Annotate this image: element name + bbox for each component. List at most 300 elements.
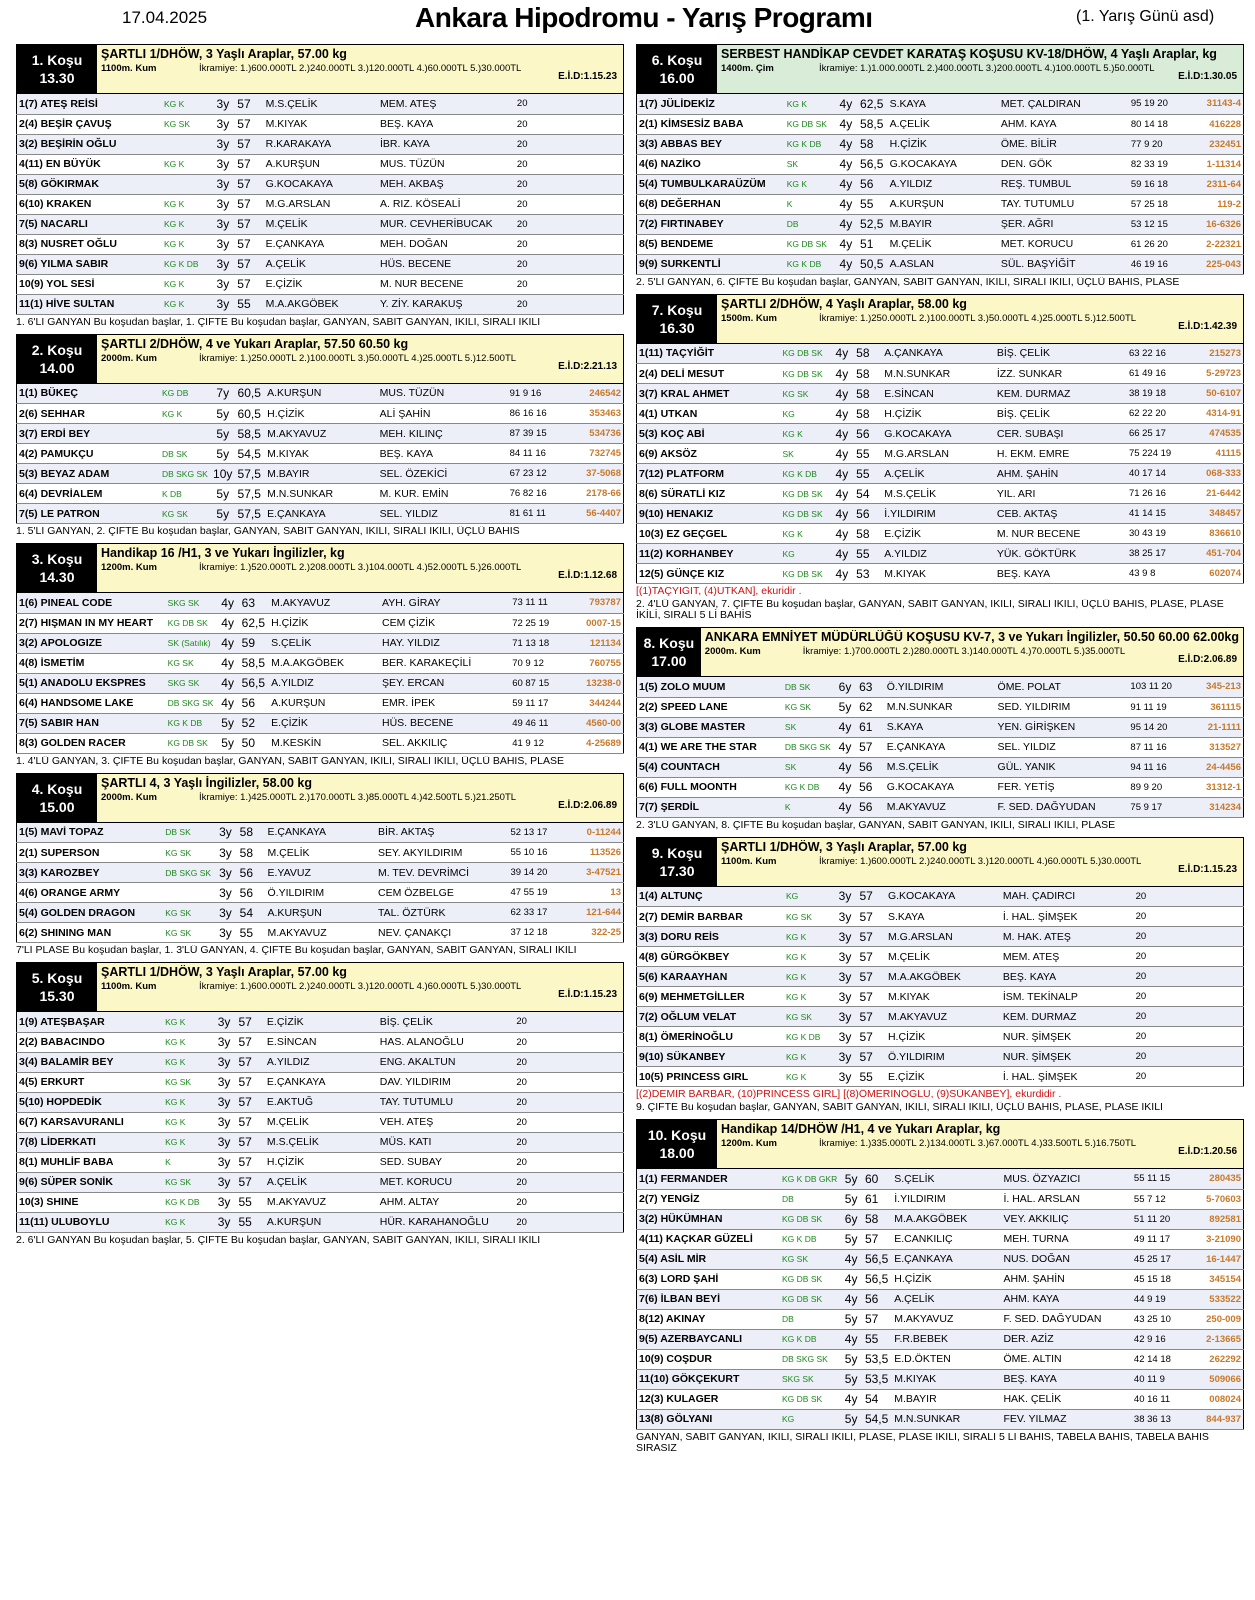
age: 4y — [833, 797, 857, 817]
jockey: M.ÇELİK — [888, 234, 999, 254]
table-row — [637, 1169, 1244, 1189]
race-time: 13.30 — [39, 70, 75, 86]
stats: 71 13 18 — [510, 633, 574, 653]
age: 3y — [211, 114, 236, 134]
form — [577, 1132, 623, 1152]
stats: 20 — [1134, 927, 1197, 947]
stats: 20 — [514, 1152, 577, 1172]
equipment: KG K DB — [783, 777, 833, 797]
table-row — [17, 693, 624, 713]
weight: 57 — [857, 1027, 886, 1047]
horse-name: 6(10) KRAKEN — [17, 194, 163, 214]
jockey: A.KURŞUN — [265, 384, 378, 404]
equipment: KG DB SK — [780, 1209, 839, 1229]
table-row — [17, 384, 624, 404]
race-title: ŞARTLI 4, 3 Yaşlı İngilizler, 58.00 kg — [101, 775, 312, 790]
table-row — [637, 194, 1244, 214]
race-number: 2. Koşu — [31, 341, 83, 358]
form — [1197, 1067, 1243, 1087]
stats: 53 12 15 — [1129, 214, 1194, 234]
jockey: M.AKYAVUZ — [886, 1007, 1001, 1027]
bet-note: 2. 5'Lİ GANYAN, 6. ÇİFTE Bu koşudan başlar, GANYAN, SABİT GANYAN, İKİLİ, SIRALI İKİLİ, ÜÇLÜ BAHİS, PLASE — [636, 276, 1180, 288]
owner: AHM. ALTAY — [378, 1192, 515, 1212]
table-row — [637, 1067, 1244, 1087]
bet-note: 9. ÇİFTE Bu koşudan başlar, GANYAN, SABİT GANYAN, İKİLİ, SIRALI İKİLİ, ÜÇLÜ BAHİS, PLASE, PLASE İKİLİ — [636, 1102, 1163, 1113]
age: 4y — [830, 444, 855, 464]
weight: 56 — [857, 757, 885, 777]
table-row — [17, 843, 624, 863]
table-row — [17, 653, 624, 673]
form: 1-11314 — [1194, 154, 1244, 174]
table-row — [17, 733, 624, 753]
horse-name: 6(8) DEĞERHAN — [637, 194, 785, 214]
table-row — [17, 1152, 624, 1172]
stats: 70 9 12 — [510, 653, 574, 673]
table-row — [17, 883, 624, 903]
age: 3y — [833, 887, 858, 907]
stats: 59 11 17 — [510, 693, 574, 713]
owner: HAS. ALANOĞLU — [378, 1032, 515, 1052]
jockey: E.ÇİZİK — [886, 1067, 1001, 1087]
jockey: E.CANKILIÇ — [892, 1229, 1001, 1249]
table-row — [637, 697, 1244, 717]
owner: AHM. ŞAHİN — [995, 464, 1127, 484]
form: 451-704 — [1193, 544, 1243, 564]
runners-table — [16, 593, 624, 754]
age: 3y — [211, 174, 236, 194]
form: 37-5068 — [573, 464, 623, 484]
bet-note: GANYAN, SABİT GANYAN, İKİLİ, SIRALI İKİLİ, PLASE, PLASE İKİLİ, SIRALI 5 Lİ BAHİS, TABELA BAHİS, TABELA BAHİS SIRASIZ — [636, 1431, 1209, 1454]
owner: TAY. TUTUMLU — [378, 1092, 515, 1112]
race-block — [16, 543, 624, 767]
table-row — [637, 424, 1244, 444]
jockey: A.ASLAN — [888, 254, 999, 274]
jockey: İ.YILDIRIM — [882, 504, 995, 524]
form: 361115 — [1194, 697, 1244, 717]
race-subline — [721, 63, 1239, 74]
horse-name: 7(5) SABIR HAN — [17, 713, 166, 733]
horse-name: 3(7) KRAL AHMET — [637, 384, 781, 404]
horse-name: 7(2) OĞLUM VELAT — [637, 1007, 784, 1027]
owner: İBR. KAYA — [378, 134, 515, 154]
form: 534736 — [573, 424, 623, 444]
table-row — [637, 134, 1244, 154]
equipment: KG K — [163, 1212, 212, 1232]
jockey: H.ÇİZİK — [265, 1152, 378, 1172]
ekuri-note: [(1)TAÇYİĞİT, (4)UTKAN], ekuridir . — [636, 586, 802, 597]
horse-name: 5(4) COUNTACH — [637, 757, 783, 777]
equipment: KG SK — [783, 697, 833, 717]
equipment: KG DB — [160, 384, 210, 404]
form — [1197, 907, 1243, 927]
owner: NEV. ÇANAKÇI — [376, 923, 508, 943]
owner: TAY. TUTUMLU — [999, 194, 1129, 214]
equipment: KG K — [163, 1052, 212, 1072]
age: 4y — [830, 404, 855, 424]
race-time: 14.00 — [39, 359, 75, 376]
horse-name: 5(3) BEYAZ ADAM — [17, 464, 160, 484]
jockey: E.ÇANKAYA — [264, 234, 378, 254]
race-distance: 1200m. Kum — [721, 1138, 777, 1149]
owner: CER. SUBAŞI — [995, 424, 1127, 444]
table-row — [637, 94, 1244, 114]
jockey: E.ÇİZİK — [882, 524, 995, 544]
owner: SEL. YILDIZ — [378, 504, 508, 524]
race-number-box — [17, 774, 97, 822]
race-header — [16, 773, 624, 823]
stats: 37 12 18 — [508, 923, 573, 943]
owner: BİŞ. ÇELİK — [995, 344, 1127, 364]
stats: 20 — [1134, 1007, 1197, 1027]
age: 3y — [211, 254, 236, 274]
equipment: K — [785, 194, 834, 214]
stats: 20 — [1134, 967, 1197, 987]
stats: 20 — [514, 1212, 577, 1232]
race-distance: 1100m. Kum — [101, 981, 157, 992]
equipment: SK — [783, 757, 833, 777]
equipment: DB SK — [163, 823, 213, 843]
equipment: KG K — [784, 947, 833, 967]
race-prize: İkramiye: 1.)600.000TL 2.)240.000TL 3.)120.000TL 4.)60.000TL 5.)30.000TL — [199, 981, 522, 992]
weight: 57 — [863, 1309, 892, 1329]
equipment: KG SK — [163, 843, 213, 863]
age: 4y — [216, 673, 240, 693]
table-row — [637, 797, 1244, 817]
table-row — [637, 464, 1244, 484]
jockey: E.ÇİZİK — [264, 274, 378, 294]
age: 5y — [839, 1229, 863, 1249]
weight: 56,5 — [858, 154, 888, 174]
jockey: G.KOCAKAYA — [886, 887, 1001, 907]
stats: 42 9 16 — [1132, 1329, 1195, 1349]
age: 3y — [211, 234, 236, 254]
table-row — [17, 1072, 624, 1092]
race-subline — [101, 63, 619, 74]
stats: 20 — [515, 274, 578, 294]
jockey: M.N.SUNKAR — [892, 1409, 1001, 1429]
horse-name: 7(7) ŞERDİL — [637, 797, 783, 817]
age: 4y — [839, 1329, 863, 1349]
horse-name: 2(1) KİMSESİZ BABA — [637, 114, 785, 134]
age: 4y — [830, 524, 855, 544]
equipment: KG SK — [163, 1172, 212, 1192]
form: 2178-66 — [573, 484, 623, 504]
bet-note: 1. 5'Lİ GANYAN, 2. ÇİFTE Bu koşudan başlar, GANYAN, SABİT GANYAN, İKİLİ, SIRALI İKİLİ, ÜÇLÜ BAHİS — [16, 526, 520, 537]
age: 5y — [839, 1409, 863, 1429]
bet-note: 2. 3'LÜ GANYAN, 8. ÇİFTE Bu koşudan başlar, GANYAN, SABİT GANYAN, İKİLİ, SIRALI İKİLİ, PLASE — [636, 819, 1116, 831]
horse-name: 8(5) BENDEME — [637, 234, 785, 254]
stats: 20 — [514, 1132, 577, 1152]
table-row — [637, 1309, 1244, 1329]
owner: SED. YILDIRIM — [996, 697, 1129, 717]
owner: Y. ZİY. KARAKUŞ — [378, 294, 515, 314]
stats: 61 49 16 — [1127, 364, 1193, 384]
race-distance: 2000m. Kum — [101, 352, 157, 364]
age: 4y — [834, 234, 858, 254]
owner: CEM ÇİZİK — [380, 613, 510, 633]
race-number-box — [17, 544, 97, 592]
horse-name: 3(7) ERDİ BEY — [17, 424, 160, 444]
race-block — [16, 334, 624, 538]
age: 4y — [216, 593, 240, 613]
stats: 38 36 13 — [1132, 1409, 1195, 1429]
equipment: SK — [783, 717, 833, 737]
stats: 45 25 17 — [1132, 1249, 1195, 1269]
jockey: Ö.YILDIRIM — [885, 677, 996, 697]
owner: A. RIZ. KÖSEALİ — [378, 194, 515, 214]
weight: 61 — [863, 1189, 892, 1209]
weight: 58,5 — [858, 114, 888, 134]
owner: MUS. ÖZYAZICI — [1001, 1169, 1131, 1189]
equipment: KG K — [784, 927, 833, 947]
age: 4y — [833, 717, 857, 737]
race-prize: İkramiye: 1.)520.000TL 2.)208.000TL 3.)104.000TL 4.)52.000TL 5.)26.000TL — [199, 562, 522, 573]
equipment: KG K — [162, 294, 210, 314]
stats: 49 11 17 — [1132, 1229, 1195, 1249]
weight: 55 — [237, 1192, 265, 1212]
age: 7y — [210, 384, 236, 404]
owner: REŞ. TUMBUL — [999, 174, 1129, 194]
owner: MET. ÇALDIRAN — [999, 94, 1129, 114]
equipment — [160, 424, 210, 444]
owner: M. NUR BECENE — [995, 524, 1127, 544]
table-row — [637, 444, 1244, 464]
stats: 20 — [515, 234, 578, 254]
race-number: 3. Koşu — [31, 551, 83, 567]
table-row — [17, 1112, 624, 1132]
bet-note: 7'Lİ PLASE Bu koşudan başlar, 1. 3'LÜ GANYAN, 4. ÇİFTE Bu koşudan başlar, GANYAN, SABİT GANYAN, SIRALI İKİLİ — [16, 945, 577, 956]
stats: 46 19 16 — [1129, 254, 1194, 274]
jockey: M.AKYAVUZ — [266, 923, 376, 943]
owner: KEM. DURMAZ — [995, 384, 1127, 404]
stats: 40 16 11 — [1132, 1389, 1195, 1409]
weight: 56,5 — [863, 1249, 892, 1269]
form: 225-043 — [1194, 254, 1244, 274]
equipment: KG K — [162, 234, 210, 254]
stats: 66 25 17 — [1127, 424, 1193, 444]
race-title: SERBEST HANDİKAP CEVDET KARATAŞ KOŞUSU KV-18/DHÖW, 4 Yaşlı Araplar, kg — [721, 47, 1217, 61]
equipment: DB — [780, 1309, 839, 1329]
stats: 20 — [1134, 987, 1197, 1007]
race-number: 7. Koşu — [651, 301, 703, 318]
stats: 20 — [515, 294, 578, 314]
race-header — [636, 294, 1244, 344]
weight: 57 — [235, 194, 263, 214]
stats: 55 11 15 — [1132, 1169, 1195, 1189]
equipment: KG K — [162, 214, 210, 234]
jockey: M.A.AKGÖBEK — [886, 967, 1001, 987]
race-subline — [101, 981, 619, 992]
table-row — [17, 1192, 624, 1212]
weight: 60,5 — [236, 404, 266, 424]
jockey: M.KIYAK — [892, 1369, 1001, 1389]
stats: 20 — [514, 1172, 577, 1192]
form: 008024 — [1195, 1389, 1244, 1409]
horse-name: 5(4) GOLDEN DRAGON — [17, 903, 164, 923]
race-time: 18.00 — [659, 1145, 695, 1161]
horse-name: 4(11) EN BÜYÜK — [17, 154, 163, 174]
form: 068-333 — [1193, 464, 1243, 484]
age: 4y — [830, 364, 855, 384]
stats: 57 25 18 — [1129, 194, 1194, 214]
weight: 58 — [854, 384, 882, 404]
stats: 40 11 9 — [1132, 1369, 1195, 1389]
owner: CEM ÖZBELGE — [376, 883, 508, 903]
table-row — [17, 174, 624, 194]
weight: 57 — [857, 947, 886, 967]
owner: TAL. ÖZTÜRK — [376, 903, 508, 923]
age: 3y — [213, 923, 237, 943]
form — [577, 1112, 623, 1132]
horse-name: 11(10) GÖKÇEKURT — [637, 1369, 781, 1389]
weight: 57 — [235, 234, 263, 254]
horse-name: 4(2) PAMUKÇU — [17, 444, 160, 464]
jockey: M.N.SUNKAR — [265, 484, 378, 504]
horse-name: 1(5) ZOLO MUUM — [637, 677, 783, 697]
weight: 55 — [857, 1067, 886, 1087]
horse-name: 8(3) GOLDEN RACER — [17, 733, 166, 753]
equipment: K — [163, 1152, 212, 1172]
race-distance: 2000m. Kum — [101, 791, 157, 803]
weight: 57 — [237, 1052, 265, 1072]
owner: NUR. ŞİMŞEK — [1001, 1027, 1134, 1047]
weight: 57 — [857, 927, 886, 947]
race-header — [636, 44, 1244, 94]
race-time: 17.00 — [651, 653, 687, 669]
equipment: KG K DB GKR — [780, 1169, 839, 1189]
owner: ŞEY. ERCAN — [380, 673, 510, 693]
jockey: S.ÇELİK — [269, 633, 380, 653]
form — [578, 274, 624, 294]
horse-name: 4(1) UTKAN — [637, 404, 781, 424]
owner: İSM. TEKİNALP — [1001, 987, 1134, 1007]
weight: 56,5 — [863, 1269, 892, 1289]
equipment: KG K DB — [166, 713, 216, 733]
stats: 94 11 16 — [1128, 757, 1193, 777]
jockey: M.G.ARSLAN — [264, 194, 378, 214]
horse-name: 7(2) FIRTINABEY — [637, 214, 785, 234]
horse-name: 2(4) BEŞİR ÇAVUŞ — [17, 114, 163, 134]
weight: 57 — [237, 1012, 265, 1032]
table-row — [637, 344, 1244, 364]
form: 4560-00 — [574, 713, 623, 733]
race-header — [636, 627, 1244, 677]
form: 250-009 — [1195, 1309, 1244, 1329]
equipment: KG — [780, 1409, 839, 1429]
horse-name: 2(7) DEMİR BARBAR — [637, 907, 784, 927]
age: 3y — [212, 1112, 237, 1132]
jockey: M.S.ÇELİK — [265, 1132, 378, 1152]
weight: 57 — [235, 94, 263, 114]
horse-name: 7(12) PLATFORM — [637, 464, 781, 484]
left-column — [16, 44, 624, 1252]
age: 3y — [833, 1067, 858, 1087]
stats: 77 9 20 — [1129, 134, 1194, 154]
stats: 55 10 16 — [508, 843, 573, 863]
form: 24-4456 — [1194, 757, 1244, 777]
jockey: M.KIYAK — [265, 444, 378, 464]
stats: 91 9 16 — [508, 384, 574, 404]
weight: 57 — [235, 214, 263, 234]
stats: 20 — [515, 114, 578, 134]
weight: 58,5 — [240, 653, 269, 673]
age: 4y — [839, 1289, 863, 1309]
equipment: DB SKG SK — [783, 737, 833, 757]
form — [577, 1072, 623, 1092]
owner: SÜL. BAŞYİĞİT — [999, 254, 1129, 274]
horse-name: 6(9) MEHMETGİLLER — [637, 987, 784, 1007]
stats: 43 25 10 — [1132, 1309, 1195, 1329]
form — [1197, 887, 1243, 907]
race-info — [97, 335, 623, 383]
weight: 56 — [857, 777, 885, 797]
weight: 56 — [240, 693, 269, 713]
form: 2-13665 — [1195, 1329, 1244, 1349]
form: 13238-0 — [574, 673, 623, 693]
horse-name: 6(4) HANDSOME LAKE — [17, 693, 166, 713]
jockey: E.ÇANKAYA — [892, 1249, 1001, 1269]
horse-name: 4(5) ERKURT — [17, 1072, 164, 1092]
owner: VEH. ATEŞ — [378, 1112, 515, 1132]
owner: MÜS. KATI — [378, 1132, 515, 1152]
jockey: A.ÇANKAYA — [882, 344, 995, 364]
horse-name: 8(1) ÖMERİNOĞLU — [637, 1027, 784, 1047]
form: 232451 — [1194, 134, 1244, 154]
weight: 56,5 — [240, 673, 269, 693]
horse-name: 3(3) ABBAS BEY — [637, 134, 785, 154]
table-row — [637, 214, 1244, 234]
form — [578, 154, 624, 174]
table-row — [637, 114, 1244, 134]
horse-name: 4(1) WE ARE THE STAR — [637, 737, 783, 757]
weight: 58 — [854, 404, 882, 424]
form: 3-47521 — [574, 863, 624, 883]
age: 4y — [839, 1269, 863, 1289]
table-row — [17, 94, 624, 114]
equipment: KG DB SK — [785, 234, 834, 254]
race-block — [636, 294, 1244, 622]
weight: 58 — [854, 364, 882, 384]
race-time: 16.00 — [659, 70, 695, 86]
bet-note: 1. 4'LÜ GANYAN, 3. ÇİFTE Bu koşudan başlar, GANYAN, SABİT GANYAN, İKİLİ, SIRALI İKİLİ, ÜÇLÜ BAHİS, PLASE — [16, 755, 565, 767]
stats: 20 — [1134, 947, 1197, 967]
stats: 41 14 15 — [1127, 504, 1193, 524]
stats: 55 7 12 — [1132, 1189, 1195, 1209]
equipment: DB SKG SK — [163, 863, 213, 883]
horse-name: 1(5) MAVİ TOPAZ — [17, 823, 164, 843]
form — [578, 294, 624, 314]
horse-name: 5(3) KOÇ ABİ — [637, 424, 781, 444]
stats: 67 23 12 — [508, 464, 574, 484]
form: 345-213 — [1194, 677, 1244, 697]
weight: 61 — [857, 717, 885, 737]
table-row — [637, 1389, 1244, 1409]
table-row — [17, 154, 624, 174]
age: 3y — [833, 907, 858, 927]
equipment: SK — [785, 154, 834, 174]
equipment: KG K — [780, 524, 829, 544]
form — [578, 174, 624, 194]
race-number: 5. Koşu — [31, 970, 83, 986]
race-prize: İkramiye: 1.)600.000TL 2.)240.000TL 3.)120.000TL 4.)60.000TL 5.)30.000TL — [199, 63, 522, 74]
table-row — [17, 903, 624, 923]
jockey: A.YILDIZ — [888, 174, 999, 194]
horse-name: 7(5) NACARLI — [17, 214, 163, 234]
race-header — [636, 1119, 1244, 1169]
owner: MEH. KILINÇ — [378, 424, 508, 444]
jockey: M.ÇELİK — [886, 947, 1001, 967]
equipment: KG K — [163, 1012, 212, 1032]
